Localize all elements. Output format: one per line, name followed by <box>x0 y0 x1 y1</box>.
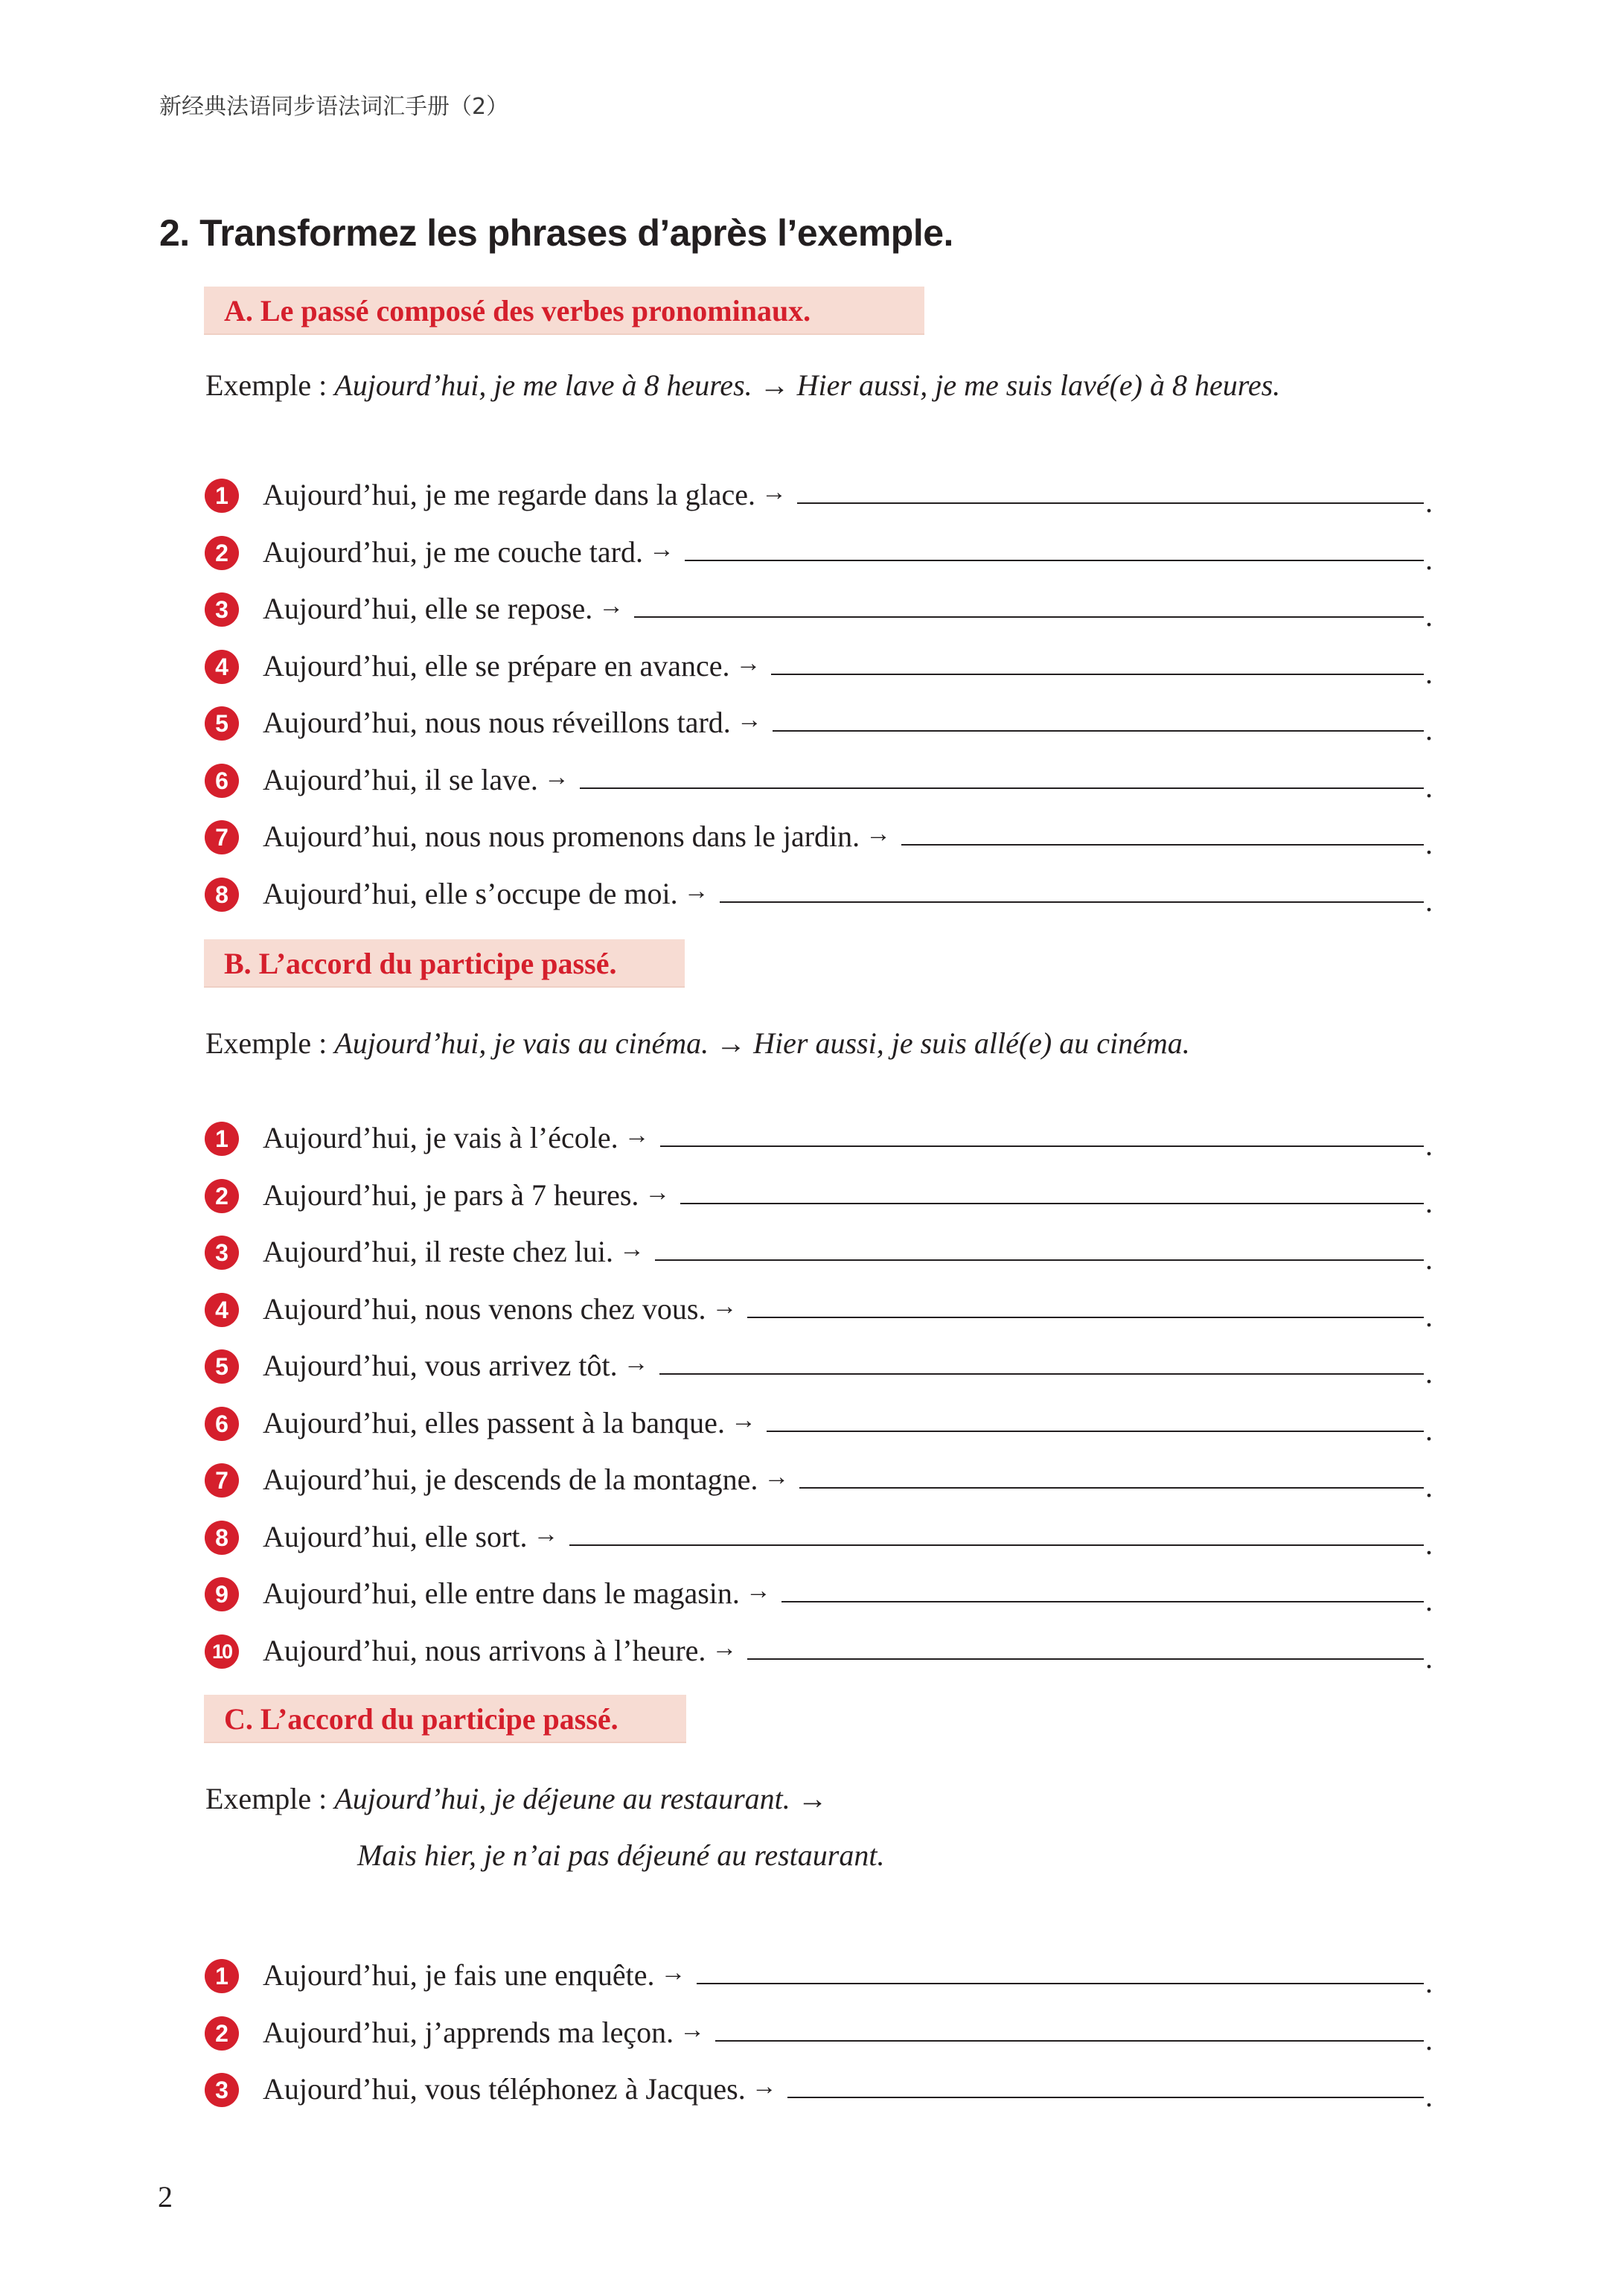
answer-blank[interactable] <box>685 560 1424 561</box>
item-sentence-group <box>263 2071 777 2106</box>
exercise-title: 2. Transformez les phrases d’après l’exemple. <box>159 212 953 254</box>
example-label: Exemple : <box>205 368 335 402</box>
section-header-c <box>204 1695 686 1742</box>
item-sentence: Aujourd’hui, je vais à l’école. <box>263 1121 618 1154</box>
end-period: . <box>1425 599 1433 633</box>
number-badge: 3 <box>205 1236 239 1270</box>
item-sentence: Aujourd’hui, elle sort. <box>263 1519 528 1553</box>
answer-blank[interactable] <box>697 1983 1424 1984</box>
arrow-icon: → <box>736 706 762 734</box>
end-period: . <box>1425 1527 1433 1561</box>
number-badge: 1 <box>205 1122 239 1156</box>
end-period: . <box>1425 883 1433 918</box>
example-c <box>205 1781 828 1816</box>
answer-blank[interactable] <box>773 730 1424 732</box>
exercise-item <box>205 764 1624 808</box>
item-sentence-group <box>263 1633 737 1668</box>
exercise-item <box>205 2016 1624 2061</box>
answer-blank[interactable] <box>797 502 1424 504</box>
end-period: . <box>1425 1413 1433 1447</box>
arrow-icon: → <box>598 592 624 620</box>
example-label: Exemple : <box>205 1782 335 1815</box>
number-badge: 7 <box>205 820 239 854</box>
section-title-a: A. Le passé composé des verbes pronominaux. <box>224 294 811 327</box>
arrow-icon: → <box>645 1178 671 1207</box>
arrow-icon: → <box>735 649 761 677</box>
number-badge: 3 <box>205 2073 239 2107</box>
arrow-icon: → <box>866 820 892 848</box>
item-sentence-group <box>263 1519 559 1554</box>
item-sentence: Aujourd’hui, nous nous promenons dans le jardin. <box>263 819 860 853</box>
end-period: . <box>1425 1185 1433 1219</box>
item-sentence-group <box>263 1234 645 1269</box>
exercise-item <box>205 1407 1624 1451</box>
item-sentence: Aujourd’hui, vous téléphonez à Jacques. <box>263 2072 746 2106</box>
number-badge: 4 <box>205 1293 239 1327</box>
end-period: . <box>1425 1242 1433 1276</box>
example-label: Exemple : <box>205 1026 335 1060</box>
arrow-icon: → <box>618 1236 645 1263</box>
end-period: . <box>1425 827 1433 860</box>
item-sentence-group <box>263 762 569 797</box>
answer-blank[interactable] <box>715 2040 1424 2042</box>
number-badge: 2 <box>205 2016 239 2051</box>
answer-blank[interactable] <box>799 1487 1424 1489</box>
answer-blank[interactable] <box>680 1203 1424 1204</box>
exercise-item <box>205 1463 1624 1508</box>
exercise-item <box>205 820 1624 865</box>
arrow-icon: → <box>759 368 790 402</box>
answer-blank[interactable] <box>659 1373 1424 1375</box>
answer-blank[interactable] <box>634 616 1424 618</box>
item-sentence: Aujourd’hui, j’apprends ma leçon. <box>263 2015 674 2049</box>
number-badge: 1 <box>205 479 239 513</box>
exercise-item <box>205 1293 1624 1338</box>
number-badge: 8 <box>205 878 239 912</box>
answer-blank[interactable] <box>569 1544 1424 1546</box>
exercise-item <box>205 1179 1624 1224</box>
item-sentence: Aujourd’hui, je pars à 7 heures. <box>263 1177 639 1212</box>
item-sentence: Aujourd’hui, elle se repose. <box>263 592 593 625</box>
example-a <box>205 368 1280 403</box>
item-sentence: Aujourd’hui, je descends de la montagne. <box>263 1463 758 1496</box>
item-sentence-group <box>263 876 709 911</box>
item-sentence: Aujourd’hui, elle se prépare en avance. <box>263 648 730 683</box>
item-sentence-group <box>263 1405 756 1440</box>
answer-blank[interactable] <box>580 787 1424 789</box>
exercise-item <box>205 479 1624 523</box>
answer-blank[interactable] <box>660 1145 1424 1147</box>
exercise-item <box>205 1122 1624 1166</box>
arrow-icon: → <box>624 1122 650 1149</box>
section-title-c: C. L’accord du participe passé. <box>224 1702 618 1736</box>
answer-blank[interactable] <box>747 1658 1424 1660</box>
exercise-item <box>205 1521 1624 1565</box>
number-badge: 10 <box>205 1634 239 1669</box>
item-sentence-group <box>263 2015 705 2050</box>
exercise-item <box>205 536 1624 581</box>
exercise-item <box>205 1349 1624 1394</box>
running-head: 新经典法语同步语法词汇手册（2） <box>159 94 509 120</box>
arrow-icon: → <box>543 763 569 791</box>
number-badge: 4 <box>205 650 239 684</box>
arrow-icon: → <box>680 2016 706 2044</box>
answer-blank[interactable] <box>781 1601 1424 1602</box>
answer-blank[interactable] <box>767 1431 1424 1432</box>
example-b <box>205 1026 1190 1061</box>
arrow-icon: → <box>761 479 787 506</box>
arrow-icon: → <box>764 1463 790 1491</box>
item-sentence-group <box>263 534 674 569</box>
answer-blank[interactable] <box>655 1259 1424 1261</box>
item-sentence-group <box>263 648 761 683</box>
item-sentence: Aujourd’hui, je me couche tard. <box>263 534 643 569</box>
item-sentence: Aujourd’hui, elle entre dans le magasin. <box>263 1576 740 1610</box>
arrow-icon: → <box>712 1634 738 1662</box>
number-badge: 9 <box>205 1577 239 1611</box>
end-period: . <box>1425 1584 1433 1617</box>
item-sentence: Aujourd’hui, elles passent à la banque. <box>263 1405 725 1439</box>
example-prompt: Aujourd’hui, je vais au cinéma. <box>334 1026 709 1060</box>
number-badge: 2 <box>205 1179 239 1213</box>
item-sentence: Aujourd’hui, je me regarde dans la glace. <box>263 478 755 511</box>
item-sentence: Aujourd’hui, nous nous réveillons tard. <box>263 706 731 739</box>
exercise-item <box>205 650 1624 694</box>
arrow-icon: → <box>797 1782 828 1815</box>
arrow-icon: → <box>751 2073 777 2100</box>
exercise-item <box>205 706 1624 751</box>
end-period: . <box>1425 1356 1433 1390</box>
example-prompt: Aujourd’hui, je me lave à 8 heures. <box>334 368 752 402</box>
number-badge: 1 <box>205 1959 239 1993</box>
item-sentence: Aujourd’hui, nous arrivons à l’heure. <box>263 1633 706 1667</box>
end-period: . <box>1425 1128 1433 1162</box>
exercise-item <box>205 878 1624 922</box>
item-sentence-group <box>263 477 787 512</box>
arrow-icon: → <box>712 1292 738 1320</box>
number-badge: 6 <box>205 764 239 798</box>
arrow-icon: → <box>648 535 674 563</box>
number-badge: 8 <box>205 1521 239 1555</box>
item-sentence-group <box>263 1576 771 1611</box>
exercise-item <box>205 1634 1624 1679</box>
end-period: . <box>1425 542 1433 576</box>
end-period: . <box>1425 1470 1433 1503</box>
end-period: . <box>1425 1299 1433 1333</box>
number-badge: 2 <box>205 536 239 570</box>
exercise-item <box>205 1959 1624 2004</box>
end-period: . <box>1425 770 1433 804</box>
exercise-item <box>205 2073 1624 2118</box>
item-sentence: Aujourd’hui, il reste chez lui. <box>263 1235 613 1268</box>
item-sentence: Aujourd’hui, nous venons chez vous. <box>263 1291 706 1326</box>
answer-blank[interactable] <box>901 844 1424 846</box>
item-sentence-group <box>263 1177 670 1212</box>
end-period: . <box>1425 2022 1433 2056</box>
answer-blank[interactable] <box>771 674 1424 675</box>
example-answer: Hier aussi, je me suis lavé(e) à 8 heures. <box>796 368 1281 402</box>
number-badge: 5 <box>205 1349 239 1384</box>
item-sentence-group <box>263 1348 649 1383</box>
item-sentence-group <box>263 705 762 740</box>
item-sentence: Aujourd’hui, je fais une enquête. <box>263 1958 655 1992</box>
number-badge: 5 <box>205 706 239 741</box>
item-sentence-group <box>263 591 624 626</box>
arrow-icon: → <box>745 1577 771 1605</box>
item-sentence-group <box>263 1291 737 1326</box>
answer-blank[interactable] <box>747 1317 1424 1318</box>
item-sentence-group <box>263 1462 789 1497</box>
item-sentence-group <box>263 1958 686 1992</box>
item-sentence-group <box>263 1120 650 1155</box>
answer-blank[interactable] <box>720 901 1424 903</box>
exercise-item <box>205 1236 1624 1280</box>
item-sentence-group <box>263 819 891 854</box>
item-sentence: Aujourd’hui, il se lave. <box>263 762 538 796</box>
example-prompt: Aujourd’hui, je déjeune au restaurant. <box>334 1782 790 1815</box>
section-header-a <box>204 287 924 333</box>
item-sentence: Aujourd’hui, vous arrivez tôt. <box>263 1349 618 1382</box>
end-period: . <box>1425 656 1433 690</box>
arrow-icon: → <box>716 1026 747 1060</box>
end-period: . <box>1425 485 1433 519</box>
example-answer: Hier aussi, je suis allé(e) au cinéma. <box>753 1026 1190 1060</box>
exercise-item <box>205 592 1624 637</box>
end-period: . <box>1425 2080 1433 2113</box>
example-c-answer-line <box>357 1838 884 1873</box>
arrow-icon: → <box>533 1520 559 1548</box>
end-period: . <box>1425 1640 1433 1675</box>
arrow-icon: → <box>730 1406 756 1434</box>
section-title-b: B. L’accord du participe passé. <box>224 947 617 980</box>
end-period: . <box>1425 713 1433 747</box>
number-badge: 6 <box>205 1407 239 1441</box>
example-answer: Mais hier, je n’ai pas déjeuné au restaurant. <box>357 1838 885 1872</box>
arrow-icon: → <box>683 877 709 905</box>
answer-blank[interactable] <box>787 2097 1424 2098</box>
number-badge: 3 <box>205 592 239 627</box>
section-header-b <box>204 939 685 986</box>
exercise-item <box>205 1577 1624 1622</box>
page-number: 2 <box>158 2180 173 2214</box>
arrow-icon: → <box>660 1959 686 1987</box>
arrow-icon: → <box>623 1349 649 1377</box>
item-sentence: Aujourd’hui, elle s’occupe de moi. <box>263 876 678 910</box>
end-period: . <box>1425 1966 1433 1999</box>
number-badge: 7 <box>205 1463 239 1498</box>
